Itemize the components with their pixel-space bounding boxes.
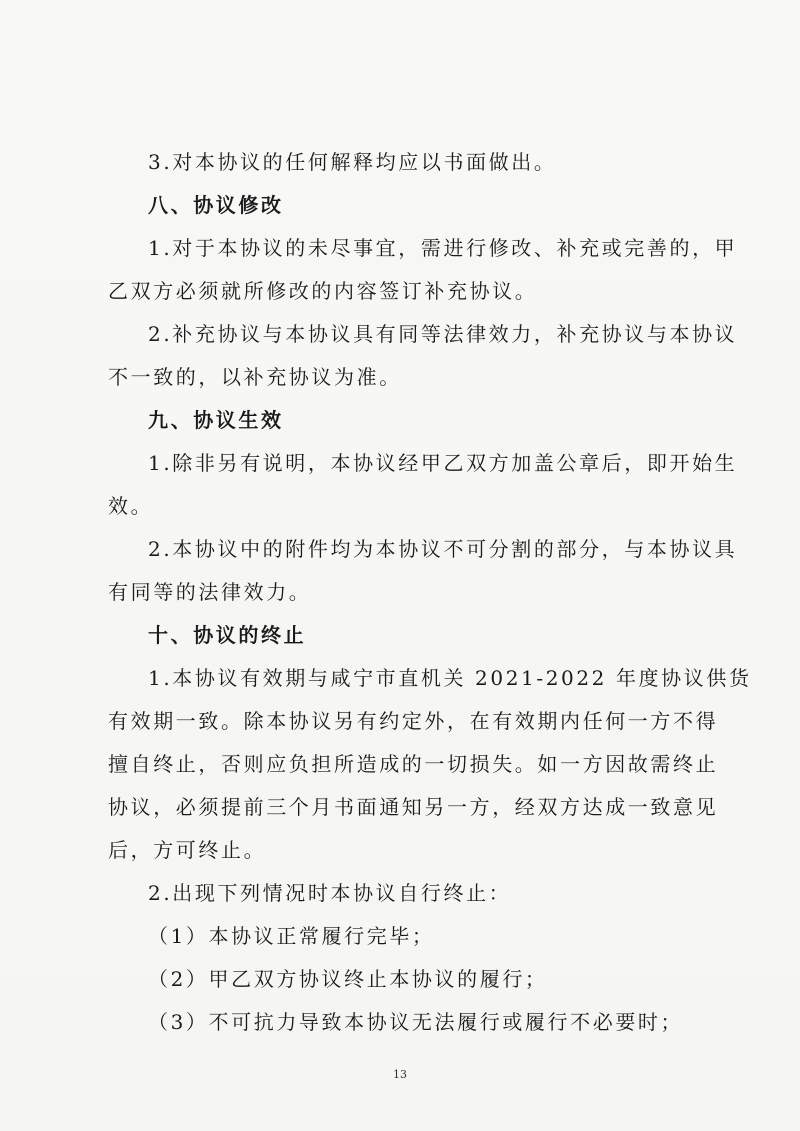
section-heading: 八、协议修改 <box>148 193 284 217</box>
paragraph-line: 1.本协议有效期与咸宁市直机关 2021-2022 年度协议供货 <box>148 666 752 690</box>
paragraph-line: 2.出现下列情况时本协议自行终止： <box>148 881 512 905</box>
list-item: （1）本协议正常履行完毕； <box>148 924 435 948</box>
paragraph-line: 后，方可终止。 <box>108 838 267 862</box>
paragraph-line: 1.除非另有说明，本协议经甲乙双方加盖公章后，即开始生 <box>148 451 738 475</box>
paragraph-line: 不一致的，以补充协议为准。 <box>108 365 402 389</box>
paragraph-line: 乙双方必须就所修改的内容签订补充协议。 <box>108 279 538 303</box>
section-heading: 九、协议生效 <box>148 408 284 432</box>
paragraph-line: 2.补充协议与本协议具有同等法律效力，补充协议与本协议 <box>148 322 738 346</box>
paragraph-line: 效。 <box>108 494 154 518</box>
paragraph-line: 有同等的法律效力。 <box>108 580 312 604</box>
list-item: （2）甲乙双方协议终止本协议的履行； <box>148 967 548 991</box>
paragraph-line: 3.对本协议的任何解释均应以书面做出。 <box>148 150 557 174</box>
paragraph-line: 1.对于本协议的未尽事宜，需进行修改、补充或完善的，甲 <box>148 236 738 260</box>
paragraph-line: 2.本协议中的附件均为本协议不可分割的部分，与本协议具 <box>148 537 738 561</box>
paragraph-line: 有效期一致。除本协议另有约定外，在有效期内任何一方不得 <box>108 709 719 733</box>
list-item: （3）不可抗力导致本协议无法履行或履行不必要时； <box>148 1010 684 1034</box>
paragraph-line: 协议，必须提前三个月书面通知另一方，经双方达成一致意见 <box>108 795 719 819</box>
page-number: 13 <box>393 1068 407 1081</box>
section-heading: 十、协议的终止 <box>148 623 307 647</box>
paragraph-line: 擅自终止，否则应负担所造成的一切损失。如一方因故需终止 <box>108 752 719 776</box>
